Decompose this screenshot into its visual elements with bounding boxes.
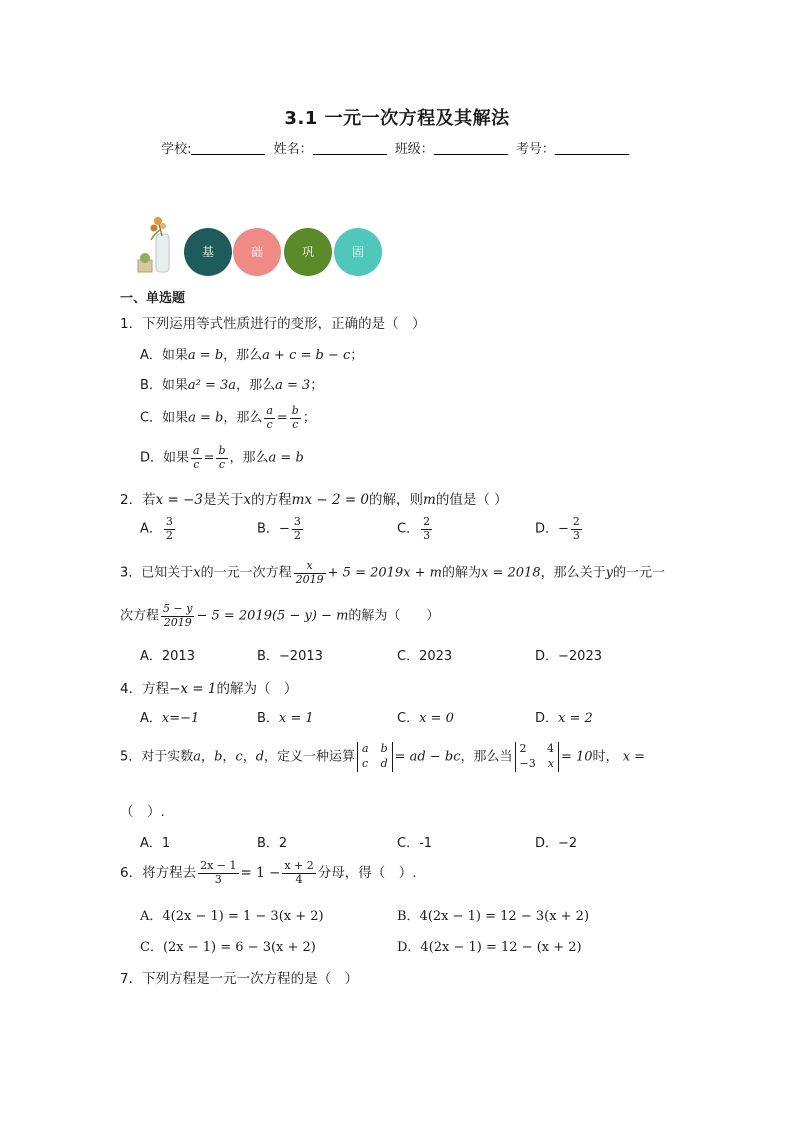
question-2-option-c: C． $\frac{2}{3}$: [397, 515, 431, 542]
question-4-option-a: A．x=−1: [140, 711, 200, 726]
question-1-option-d: D．如果 $\frac{a}{c}$ = $\frac{b}{c}$ ，那么a = b: [140, 444, 304, 471]
determinant-definition: a b c d: [357, 742, 393, 772]
question-5-option-a: A．1: [140, 836, 171, 851]
question-3-stem-line-1: 3．已知关于x的一元一次方程 $\frac{x}{2019}$ + 5 = 2019x + m的解为x = 2018，那么关于y的一元一: [120, 559, 665, 586]
question-6-option-b: B．4(2x − 1) = 12 − 3(x + 2): [397, 909, 590, 924]
question-3-option-c: C．2023: [397, 649, 453, 664]
question-2-stem: 2．若x = −3是关于x的方程mx − 2 = 0的解，则m的值是（ ）: [120, 492, 508, 508]
question-4-option-d: D．x = 2: [535, 711, 593, 726]
question-2-option-b: B．− $\frac{3}{2}$: [257, 515, 301, 542]
question-5-stem: 5．对于实数a，b，c，d，定义一种运算 a b c d = ad − bc，那么当 2 4 −3 x = 10时， x =: [120, 742, 646, 770]
question-5-stem-line-2: （ ）.: [120, 804, 165, 820]
question-7-stem: 7．下列方程是一元一次方程的是（ ）: [120, 971, 359, 987]
question-2-option-d: D．− $\frac{2}{3}$: [535, 515, 580, 542]
school-blank: [191, 142, 265, 155]
page-title: 3.1 一元一次方程及其解法: [284, 108, 510, 129]
question-1-option-b: B．如果a² = 3a，那么a = 3；: [140, 378, 324, 393]
student-info-line: [0, 138, 794, 157]
question-3-option-d: D．−2023: [535, 649, 602, 664]
question-6-option-d: D．4(2x − 1) = 12 − (x + 2): [397, 940, 582, 955]
question-6-stem: 6．将方程去 $\frac{2x - 1}{3}$ = 1 − $\frac{x + 2}{4}$ 分母，得（ ）.: [120, 859, 417, 886]
question-5-option-b: B．2: [257, 836, 288, 851]
section-title: 一、单选题: [120, 291, 186, 306]
question-4-option-b: B．x = 1: [257, 711, 314, 726]
name-label: 姓名：: [273, 142, 313, 157]
question-1-option-c: C．如果a = b，那么 $\frac{a}{c}$ = $\frac{b}{c}$ ；: [140, 404, 316, 431]
question-4-option-c: C．x = 0: [397, 711, 454, 726]
question-3-stem-line-2: 次方程 $\frac{5 - y}{2019}$ − 5 = 2019(5 − y) − m的解为（ ）: [120, 602, 440, 629]
banner-circle-chu: 础: [233, 228, 281, 276]
name-blank: [313, 142, 387, 155]
question-1-option-a: A．如果a = b，那么a + c = b − c；: [140, 348, 364, 363]
determinant-given: 2 4 −3 x: [515, 742, 559, 772]
question-5-option-d: D．−2: [535, 836, 578, 851]
question-3-option-b: B．−2013: [257, 649, 323, 664]
question-4-stem: 4．方程−x = 1的解为（ ）: [120, 681, 298, 697]
question-6-option-c: C．(2x − 1) = 6 − 3(x + 2): [140, 940, 316, 955]
banner-circle-gu: 固: [334, 228, 382, 276]
banner-circle-gong: 巩: [284, 228, 332, 276]
flower-vase-icon: [136, 216, 174, 276]
number-blank: [555, 142, 629, 155]
banner-circle-ji: 基: [184, 228, 232, 276]
question-2-option-a: A． $\frac{3}{2}$: [140, 515, 173, 542]
question-1-stem: 1．下列运用等式性质进行的变形，正确的是（ ）: [120, 316, 426, 332]
question-5-option-c: C．-1: [397, 836, 433, 851]
class-blank: [434, 142, 508, 155]
question-3-option-a: A．2013: [140, 649, 195, 664]
number-label: 考号：: [515, 142, 555, 157]
question-6-option-a: A．4(2x − 1) = 1 − 3(x + 2): [140, 909, 324, 924]
school-label: 学校:: [161, 142, 192, 157]
class-label: 班级：: [394, 142, 434, 157]
